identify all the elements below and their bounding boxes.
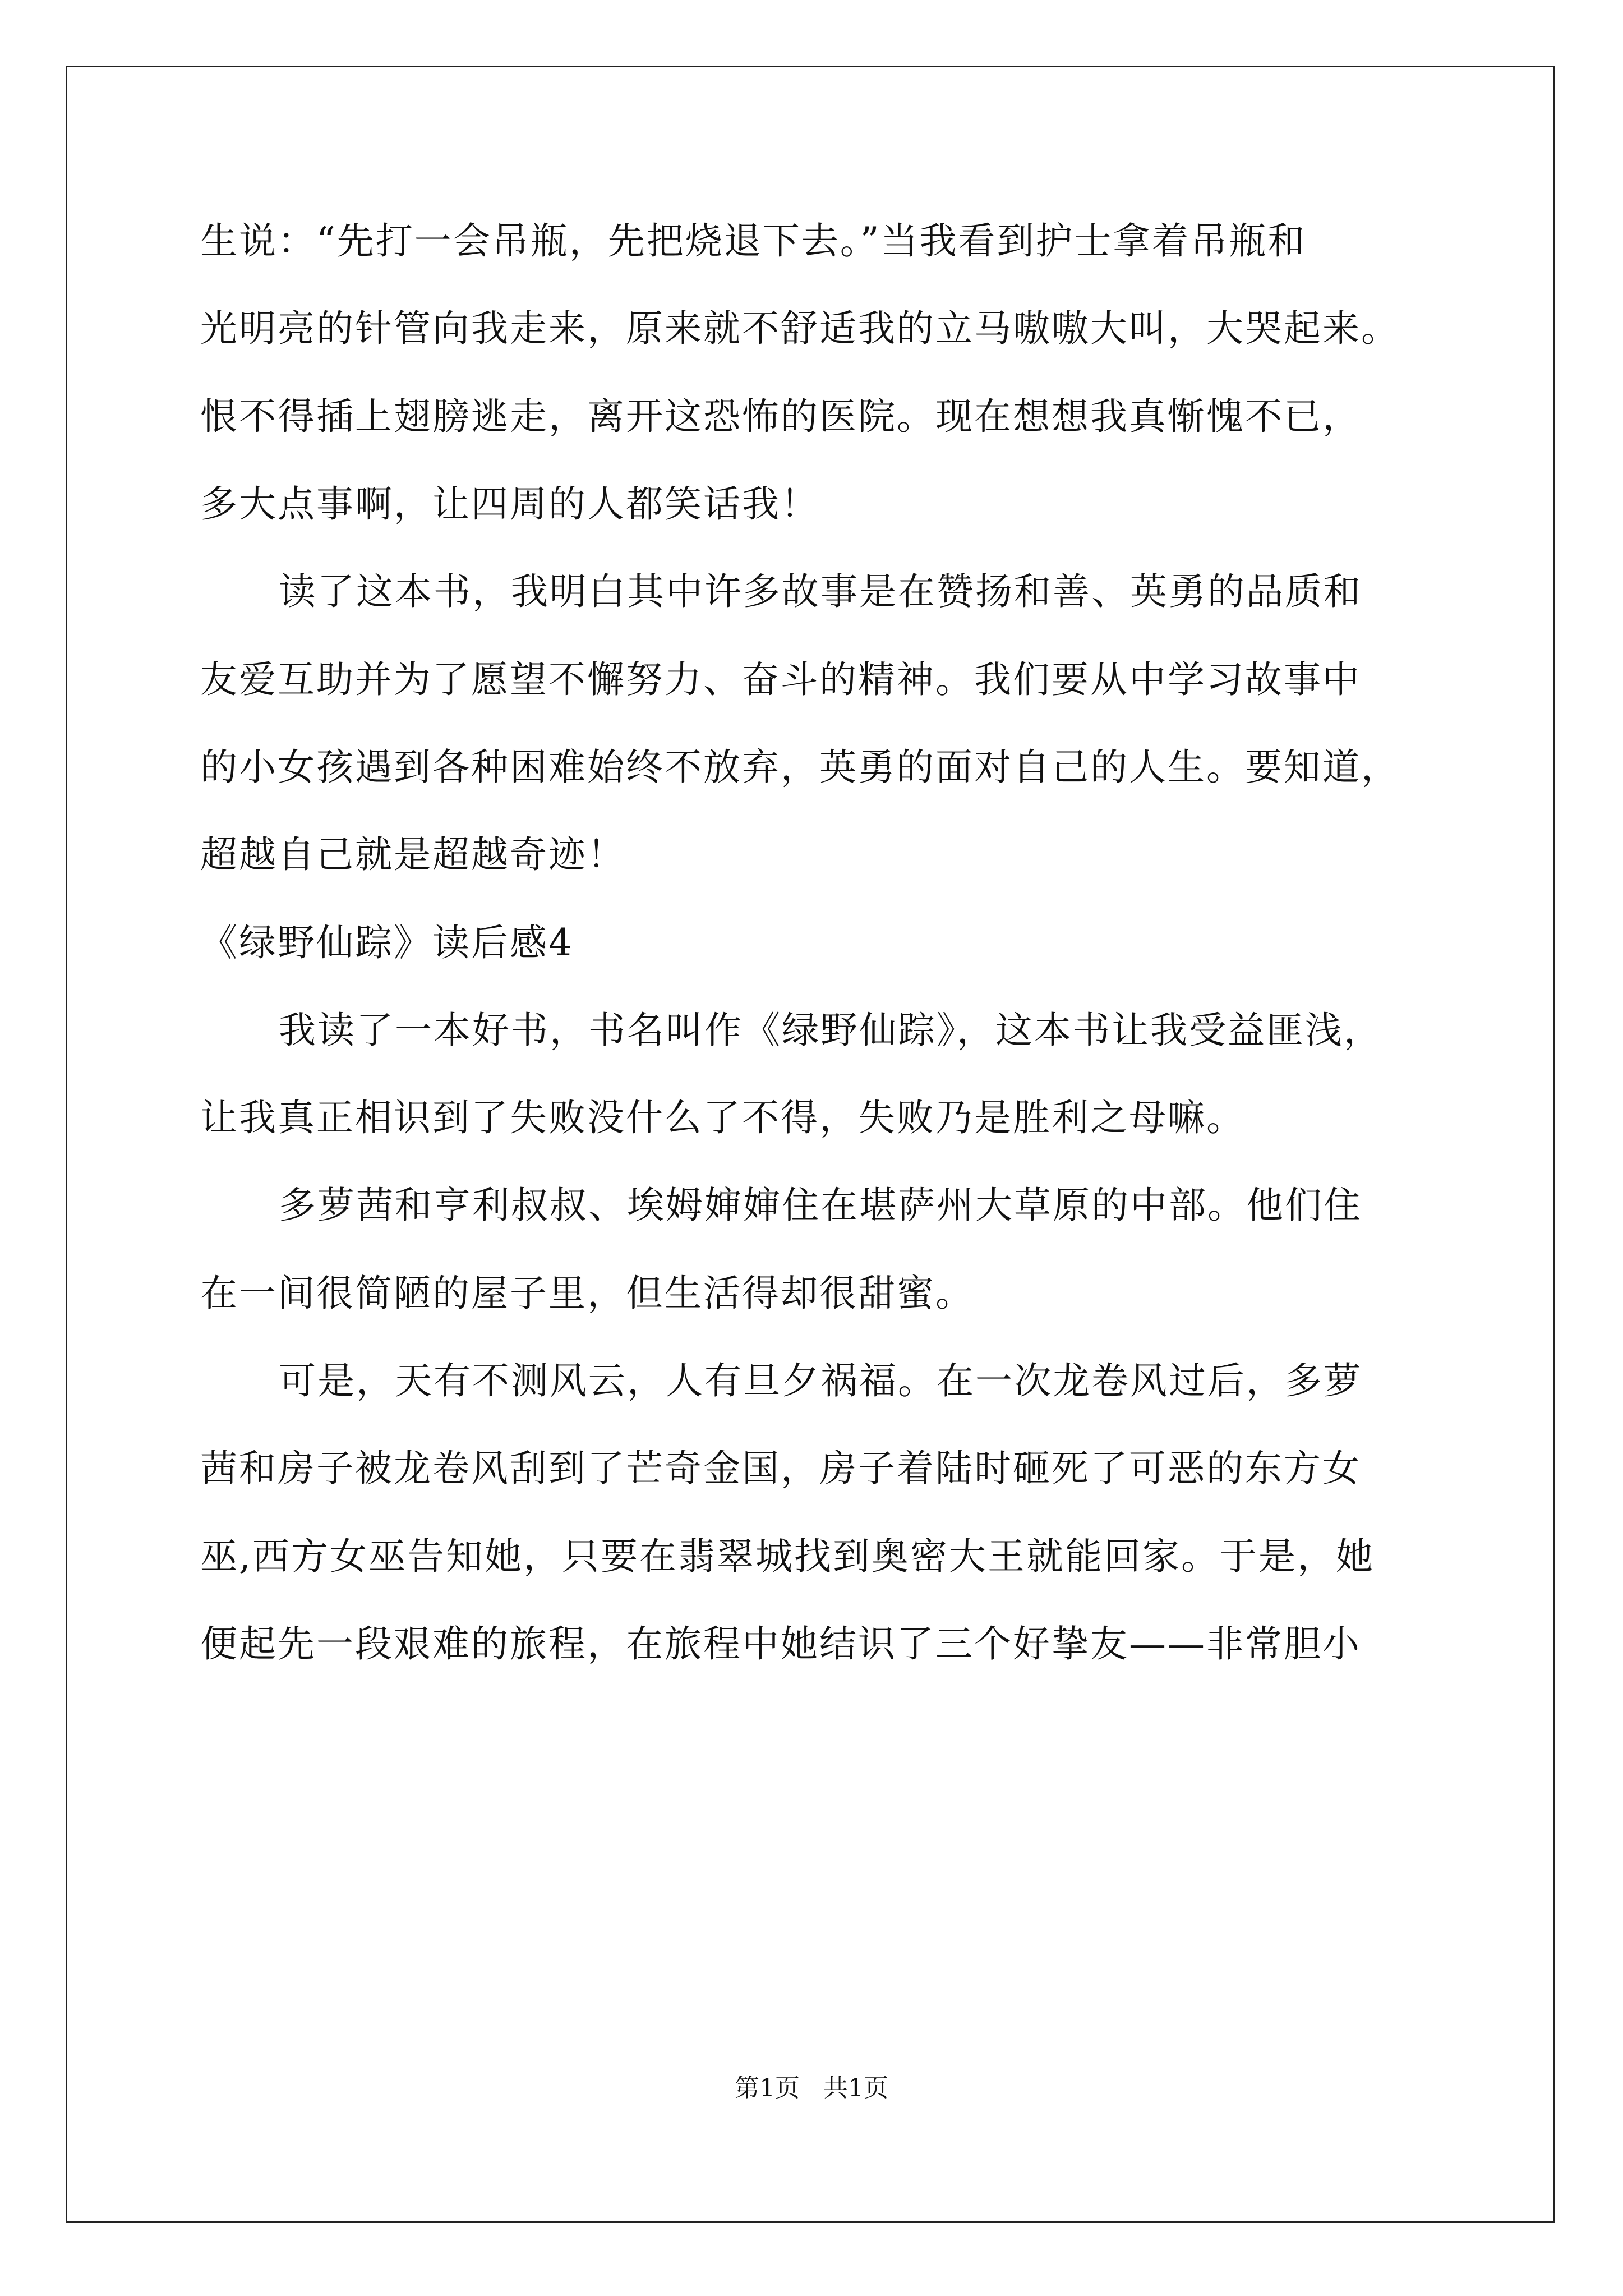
text-line-15: 茜和房子被龙卷风刮到了芒奇金国，房子着陆时砸死了可恶的东方女 xyxy=(200,1447,1361,1490)
text-line-11: 让我真正相识到了失败没什么了不得，失败乃是胜利之母嘛。 xyxy=(200,1096,1245,1139)
text-line-16: 巫,西方女巫告知她，只要在翡翠城找到奥密大王就能回家。于是，她 xyxy=(200,1535,1375,1578)
text-line-14: 可是，天有不测风云，人有旦夕祸福。在一次龙卷风过后，多萝 xyxy=(279,1359,1362,1402)
text-line-4: 多大点事啊，让四周的人都笑话我！ xyxy=(200,482,819,526)
page-border xyxy=(66,66,1555,2223)
text-line-10: 我读了一本好书，书名叫作《绿野仙踪》，这本书让我受益匪浅， xyxy=(279,1009,1382,1052)
text-line-1: 生说：“先打一会吊瓶，先把烧退下去。”当我看到护士拿着吊瓶和 xyxy=(200,219,1307,263)
text-line-13: 在一间很简陋的屋子里，但生活得却很甜蜜。 xyxy=(200,1272,974,1315)
text-line-7: 的小女孩遇到各种困难始终不放弃，英勇的面对自己的人生。要知道， xyxy=(200,746,1400,789)
text-line-17: 便起先一段艰难的旅程，在旅程中她结识了三个好挚友——非常胆小 xyxy=(200,1622,1361,1665)
text-line-6: 友爱互助并为了愿望不懈努力、奋斗的精神。我们要从中学习故事中 xyxy=(200,658,1361,701)
text-line-5: 读了这本书，我明白其中许多故事是在赞扬和善、英勇的品质和 xyxy=(279,570,1362,613)
page-number-footer: 第1页 共1页 xyxy=(735,2074,888,2102)
text-line-3: 恨不得插上翅膀逃走，离开这恐怖的医院。现在想想我真惭愧不已， xyxy=(200,395,1361,438)
text-line-12: 多萝茜和亨利叔叔、埃姆婶婶住在堪萨州大草原的中部。他们住 xyxy=(279,1184,1362,1227)
text-line-8: 超越自己就是超越奇迹！ xyxy=(200,833,626,876)
section-title: 《绿野仙踪》读后感4 xyxy=(200,921,574,964)
text-line-2: 光明亮的针管向我走来，原来就不舒适我的立马嗷嗷大叫，大哭起来。 xyxy=(200,307,1400,350)
